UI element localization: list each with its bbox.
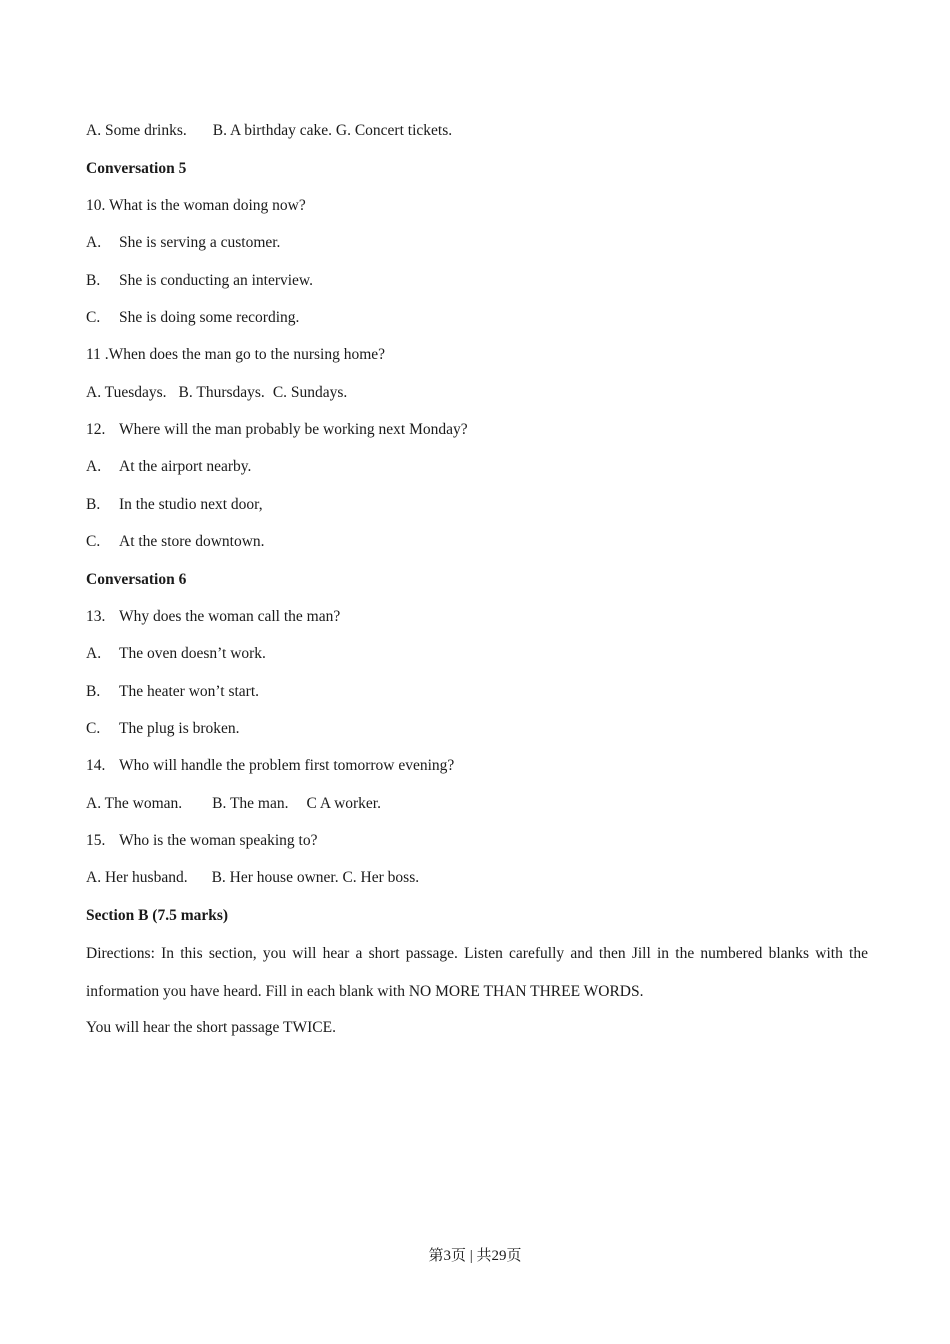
- option-text: She is serving a customer.: [119, 234, 281, 251]
- q14-option-b: B. The man.: [212, 795, 289, 812]
- option-letter: C.: [86, 309, 101, 326]
- option-letter: C.: [86, 533, 101, 550]
- q15-number: 15.: [86, 832, 106, 849]
- q13-number: 13.: [86, 608, 106, 625]
- question-14: [86, 757, 454, 775]
- option-text: At the store downtown.: [119, 533, 265, 550]
- option-text: She is doing some recording.: [119, 309, 300, 326]
- q10-number: 10.: [86, 197, 106, 214]
- q15-text: Who is the woman speaking to?: [119, 832, 318, 849]
- q14-options: [86, 795, 381, 813]
- q11-options: [86, 384, 347, 402]
- q14-text: Who will handle the problem first tomorrow evening?: [119, 757, 455, 774]
- q10-option-c: [86, 309, 299, 327]
- q9-option-a: A. Some drinks.: [86, 122, 187, 139]
- option-letter: B.: [86, 496, 101, 513]
- q15-options: [86, 869, 419, 887]
- section-b-heading: Section B (7.5 marks): [86, 907, 229, 924]
- q11-option-a: A. Tuesdays.: [86, 384, 167, 401]
- q14-number: 14.: [86, 757, 106, 774]
- conversation-6-heading: Conversation 6: [86, 571, 187, 588]
- q12-text: Where will the man probably be working next Monday?: [119, 421, 468, 438]
- option-text: She is conducting an interview.: [119, 272, 313, 289]
- option-letter: A.: [86, 234, 102, 251]
- twice-note: You will hear the short passage TWICE.: [86, 1019, 336, 1036]
- option-letter: B.: [86, 272, 101, 289]
- option-text: The oven doesn’t work.: [119, 645, 266, 662]
- q10-option-a: [86, 234, 280, 252]
- option-letter: A.: [86, 458, 102, 475]
- q14-option-c: C A worker.: [306, 795, 381, 812]
- option-text: In the studio next door,: [119, 496, 263, 513]
- option-text: At the airport nearby.: [119, 458, 252, 475]
- conversation-5-heading: Conversation 5: [86, 160, 187, 177]
- page-footer: 第3页 | 共29页: [428, 1248, 522, 1264]
- q11-option-c: C. Sundays.: [272, 384, 348, 401]
- q9-options: [86, 122, 452, 140]
- q12-option-b: [86, 496, 263, 514]
- question-13: [86, 608, 340, 626]
- q10-option-b: [86, 272, 313, 290]
- q13-option-b: [86, 683, 259, 701]
- question-11: 11 .When does the man go to the nursing home?: [86, 346, 386, 363]
- option-letter: C.: [86, 720, 101, 737]
- question-12: [86, 421, 468, 439]
- q13-option-a: [86, 645, 266, 663]
- option-letter: B.: [86, 683, 101, 700]
- q9-option-b: B. A birthday cake.: [212, 122, 332, 139]
- section-b-directions: Directions: In this section, you will hear a short passage. Listen carefully and then Jill in the numbered blanks with the information you have heard. Fill in each blank with NO MORE THAN THREE WORDS.: [86, 945, 868, 1000]
- option-letter: A.: [86, 645, 102, 662]
- question-10: [86, 197, 306, 215]
- option-text: The plug is broken.: [119, 720, 240, 737]
- q9-option-c: G. Concert tickets.: [335, 122, 453, 139]
- option-text: The heater won’t start.: [119, 683, 260, 700]
- question-15: [86, 832, 317, 850]
- q12-option-a: [86, 458, 251, 476]
- q11-option-b: B. Thursdays.: [178, 384, 265, 401]
- q14-option-a: A. The woman.: [86, 795, 183, 812]
- q13-option-c: [86, 720, 240, 738]
- q12-number: 12.: [86, 421, 106, 438]
- q12-option-c: [86, 533, 265, 551]
- q13-text: Why does the woman call the man?: [119, 608, 341, 625]
- q10-text: What is the woman doing now?: [108, 197, 306, 214]
- q15-option-a: A. Her husband.: [86, 869, 188, 886]
- q15-option-b: B. Her house owner.: [211, 869, 339, 886]
- q15-option-c: C. Her boss.: [342, 869, 420, 886]
